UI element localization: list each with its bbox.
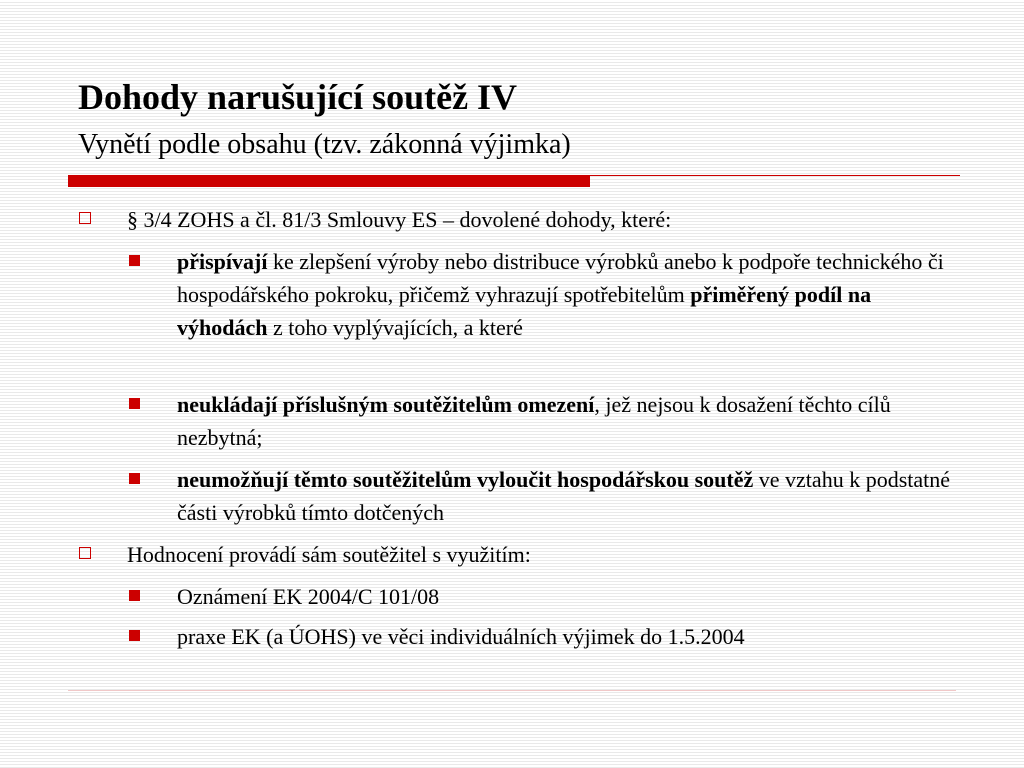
bold-text: neumožňují těmto soutěžitelům vyloučit hospodářskou soutěž [177,467,754,492]
list-item-text: § 3/4 ZOHS a čl. 81/3 Smlouvy ES – dovolené dohody, které: [127,207,672,232]
filled-square-icon [129,630,140,641]
filled-square-icon [129,398,140,409]
bold-text: přiměřený podíl na výhodách [177,282,872,340]
list-item-text: ve vztahu k podstatné části výrobků tímto dotčených [177,467,951,525]
list-item-level1 [127,203,967,236]
list-item-text: ke zlepšení výroby nebo distribuce výrobků anebo k podpoře technického či hospodářského pokroku, přičemž vyhrazují spotřebitelům [177,249,944,307]
slide-subtitle: Vynětí podle obsahu (tzv. zákonná výjimka) [78,129,571,160]
filled-square-icon [129,255,140,266]
slide-title: Dohody narušující soutěž IV [78,77,518,117]
title-underline-bar [68,175,590,187]
bold-text: neukládají příslušným soutěžitelům omezení [177,392,595,417]
list-item-level2 [177,388,957,454]
list-item-level2 [177,620,957,653]
hollow-square-icon [79,212,91,224]
title-underline-line [590,175,960,176]
list-item-text: , jež nejsou k dosažení těchto cílů nezbytná; [177,392,891,450]
list-item-level1 [127,538,967,571]
bold-text: přispívají [177,249,268,274]
list-item-text: praxe EK (a ÚOHS) ve věci individuálních výjimek do 1.5.2004 [177,624,745,649]
list-item-text: Oznámení EK 2004/C 101/08 [177,584,440,609]
list-item-level2 [177,463,957,529]
list-item-level2 [177,245,957,344]
filled-square-icon [129,590,140,601]
list-item-text: Hodnocení provádí sám soutěžitel s využitím: [127,542,531,567]
footer-divider [68,690,956,691]
hollow-square-icon [79,547,91,559]
list-item-level2 [177,580,957,613]
list-item-text: z toho vyplývajících, a které [267,315,523,340]
filled-square-icon [129,473,140,484]
